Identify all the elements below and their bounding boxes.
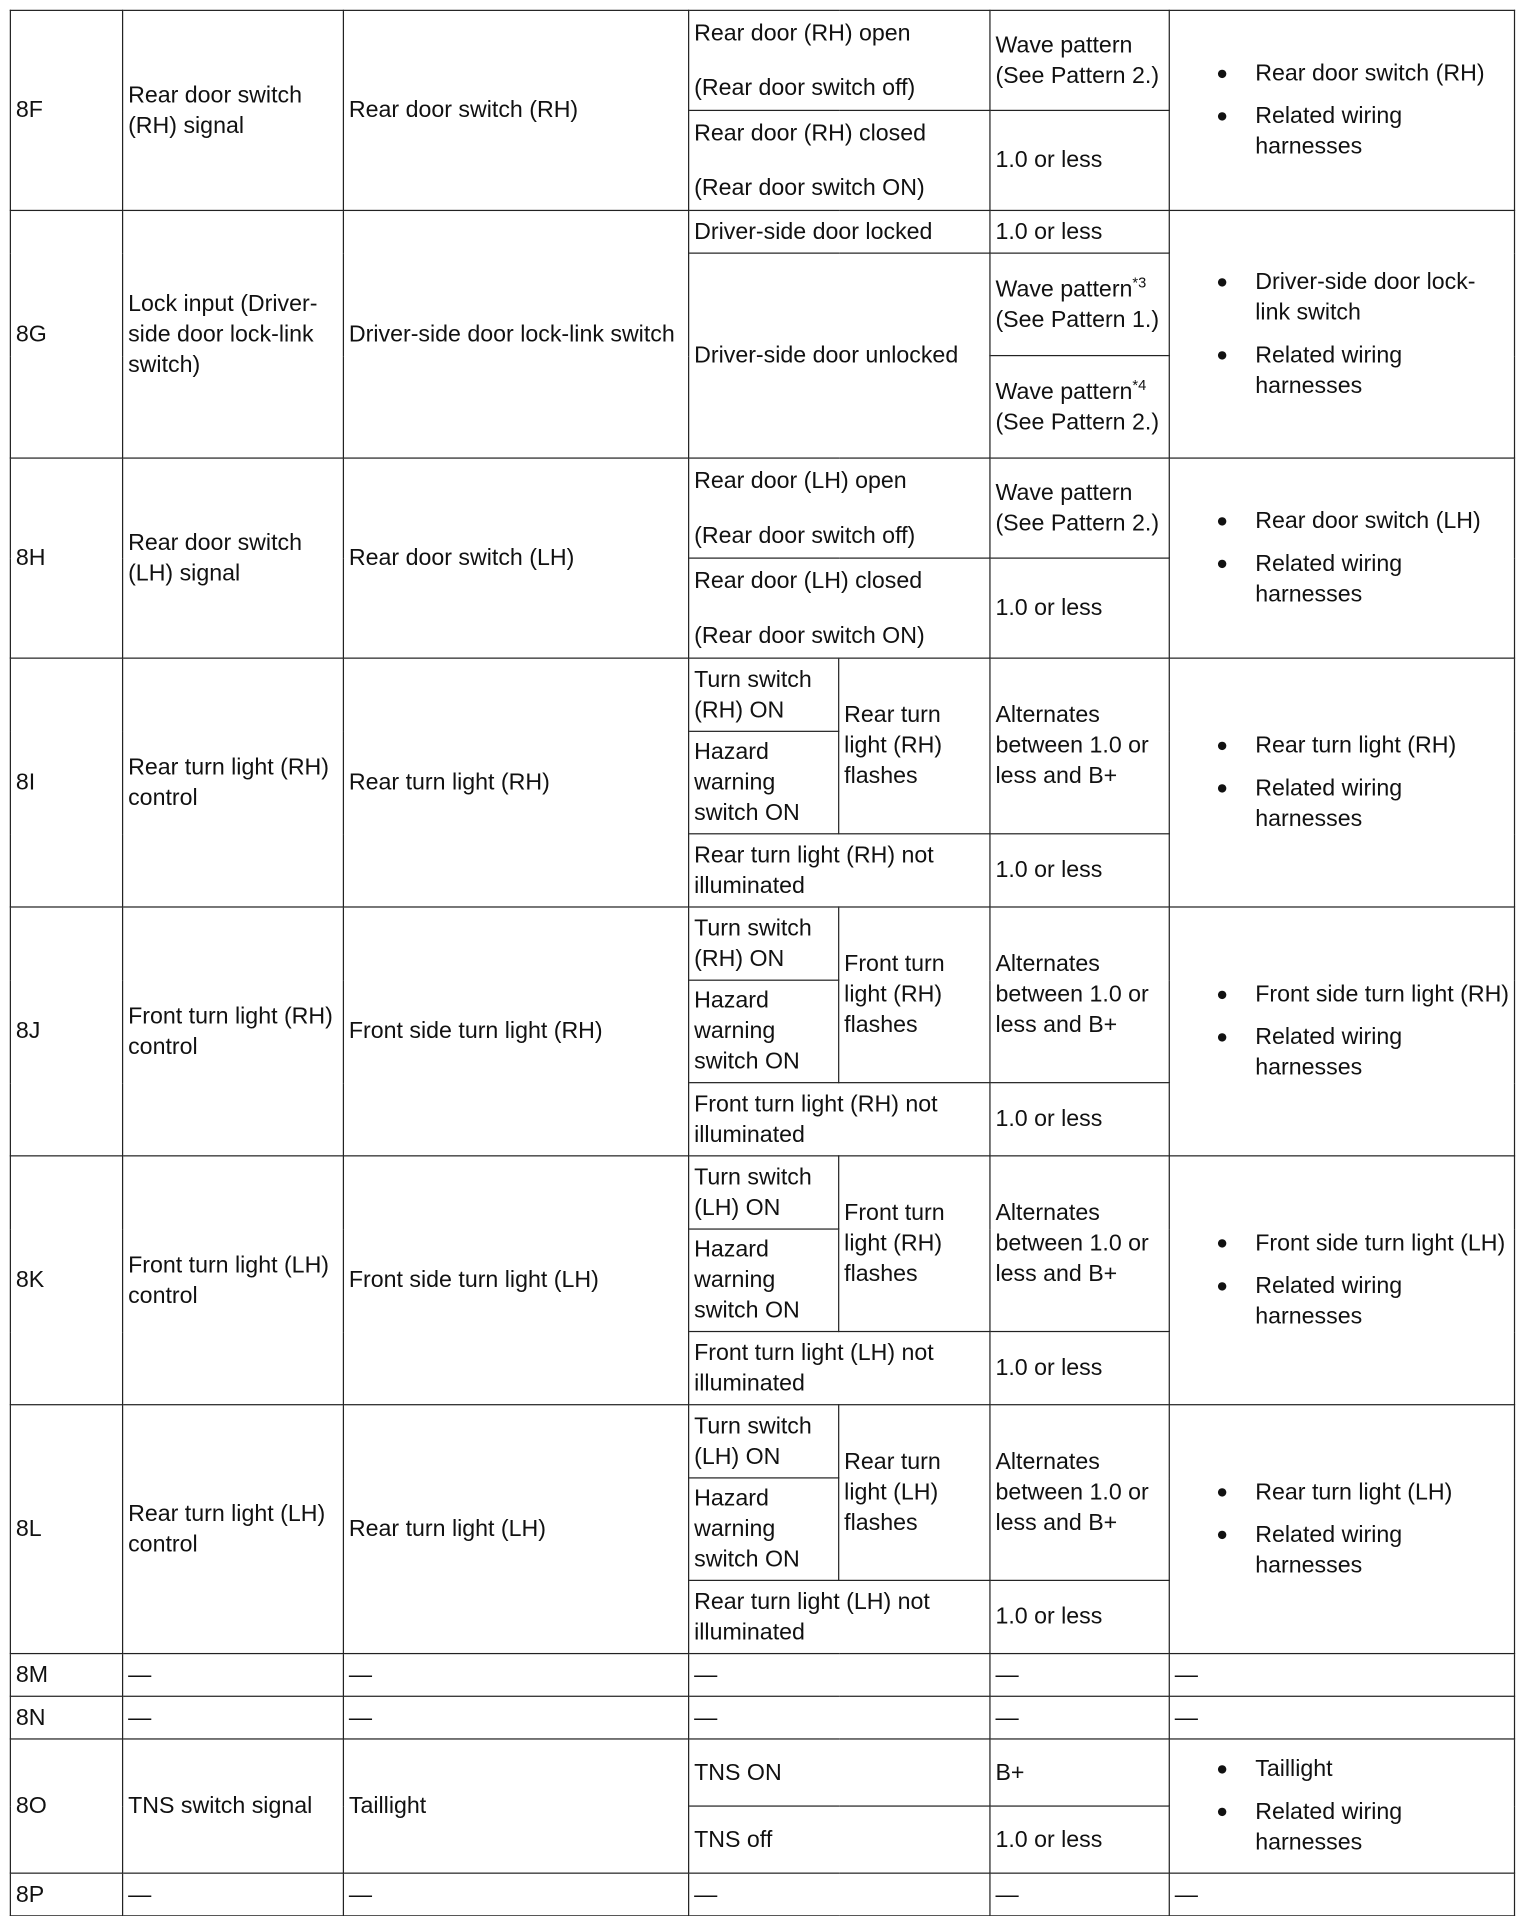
voltage-cell: 1.0 or less <box>990 1332 1169 1405</box>
table-row-8f <box>10 10 1514 110</box>
cause-cell <box>1169 10 1514 210</box>
voltage-cell <box>990 356 1169 458</box>
terminal-cell: 8P <box>10 1873 122 1916</box>
table-row-8o <box>10 1739 1514 1806</box>
condition-cell: — <box>689 1654 990 1697</box>
signal-cell: Front turn light (RH) control <box>123 907 344 1156</box>
condition-line: (Rear door switch ON) <box>694 622 925 649</box>
result-cell: Front turn light (RH) flashes <box>839 907 990 1083</box>
connected-cell: Front side turn light (RH) <box>343 907 688 1156</box>
cause-cell: — <box>1169 1873 1514 1916</box>
condition-cell: — <box>689 1696 990 1739</box>
voltage-cell: B+ <box>990 1739 1169 1806</box>
condition-cell: TNS off <box>689 1806 990 1873</box>
voltage-text: Wave pattern <box>995 276 1133 302</box>
table-row-8m <box>10 1654 1514 1697</box>
table-row-8k <box>10 1156 1514 1229</box>
terminal-cell: 8H <box>10 458 122 658</box>
voltage-cell: 1.0 or less <box>990 110 1169 210</box>
condition-cell: Driver-side door unlocked <box>689 253 990 458</box>
cause-item: ● Rear door switch (LH) <box>1175 506 1509 536</box>
condition-cell: — <box>689 1873 990 1916</box>
cause-cell: — <box>1169 1696 1514 1739</box>
connected-cell: — <box>343 1654 688 1697</box>
table-row-8j <box>10 907 1514 980</box>
terminal-cell: 8I <box>10 658 122 907</box>
cause-item: ● Related wiring harnesses <box>1175 1022 1509 1083</box>
terminal-cell: 8O <box>10 1739 122 1873</box>
cause-item: ● Related wiring harnesses <box>1175 1520 1509 1581</box>
signal-cell: — <box>123 1696 344 1739</box>
cause-cell <box>1169 210 1514 458</box>
connected-cell: Rear door switch (LH) <box>343 458 688 658</box>
condition-line: Rear door (LH) open <box>694 467 907 494</box>
voltage-text: (See Pattern 2.) <box>995 409 1160 435</box>
connected-cell: Front side turn light (LH) <box>343 1156 688 1405</box>
voltage-cell: Alternates between 1.0 or less and B+ <box>990 907 1169 1083</box>
condition-cell <box>689 110 990 210</box>
condition-cell: Rear turn light (LH) not illuminated <box>689 1580 990 1653</box>
switch-condition-cell: Hazard warning switch ON <box>689 1229 839 1331</box>
voltage-cell: 1.0 or less <box>990 1580 1169 1653</box>
cause-item: ● Driver-side door lock-link switch <box>1175 267 1509 328</box>
voltage-cell: Alternates between 1.0 or less and B+ <box>990 658 1169 834</box>
table-row-8g <box>10 210 1514 253</box>
connected-cell: — <box>343 1873 688 1916</box>
condition-cell: Front turn light (LH) not illuminated <box>689 1332 990 1405</box>
cause-item: ● Related wiring harnesses <box>1175 773 1509 834</box>
cause-item: ● Rear turn light (RH) <box>1175 731 1509 761</box>
table-row-8l <box>10 1405 1514 1478</box>
cause-item: ● Rear turn light (LH) <box>1175 1477 1509 1507</box>
condition-line: Rear door (RH) closed <box>694 120 926 146</box>
voltage-cell: 1.0 or less <box>990 1083 1169 1156</box>
cause-cell <box>1169 907 1514 1156</box>
connected-cell: Driver-side door lock-link switch <box>343 210 688 458</box>
condition-cell: TNS ON <box>689 1739 990 1806</box>
voltage-cell: — <box>990 1696 1169 1739</box>
voltage-cell: 1.0 or less <box>990 210 1169 253</box>
voltage-cell: 1.0 or less <box>990 558 1169 658</box>
voltage-text: Wave pattern <box>995 378 1133 405</box>
cause-item: ● Related wiring harnesses <box>1175 101 1509 162</box>
connected-cell: Rear turn light (RH) <box>343 658 688 907</box>
voltage-cell: Wave pattern (See Pattern 2.) <box>990 10 1169 110</box>
cause-cell <box>1169 1405 1514 1654</box>
terminal-cell: 8L <box>10 1405 122 1654</box>
cause-cell <box>1169 658 1514 907</box>
switch-condition-cell: Turn switch (LH) ON <box>689 1405 839 1478</box>
switch-condition-cell: Turn switch (LH) ON <box>689 1156 839 1229</box>
signal-cell: Front turn light (LH) control <box>123 1156 344 1405</box>
cause-item: ● Related wiring harnesses <box>1175 1797 1509 1858</box>
cause-cell <box>1169 458 1514 658</box>
voltage-cell <box>990 253 1169 355</box>
condition-cell: Rear turn light (RH) not illuminated <box>689 834 990 907</box>
cause-item: ● Front side turn light (LH) <box>1175 1228 1509 1258</box>
condition-line: Rear door (LH) closed <box>694 567 923 594</box>
result-cell: Rear turn light (LH) flashes <box>839 1405 990 1581</box>
cause-item: ● Rear door switch (RH) <box>1175 59 1509 89</box>
voltage-cell: 1.0 or less <box>990 1806 1169 1873</box>
terminal-cell: 8J <box>10 907 122 1156</box>
condition-cell: Front turn light (RH) not illuminated <box>689 1083 990 1156</box>
signal-cell: Rear door switch (RH) signal <box>123 10 344 210</box>
condition-line: (Rear door switch off) <box>694 75 916 101</box>
voltage-text: (See Pattern 1.) <box>995 306 1160 333</box>
table-row-8p <box>10 1873 1514 1916</box>
terminal-voltage-table <box>10 10 1515 1916</box>
condition-line: Rear door (RH) open <box>694 20 911 46</box>
cause-cell: — <box>1169 1654 1514 1697</box>
footnote-marker: *4 <box>1132 375 1147 394</box>
result-cell: Rear turn light (RH) flashes <box>839 658 990 834</box>
signal-cell: — <box>123 1873 344 1916</box>
condition-line: (Rear door switch ON) <box>694 175 925 201</box>
signal-cell: Rear turn light (LH) control <box>123 1405 344 1654</box>
switch-condition-cell: Hazard warning switch ON <box>689 731 839 833</box>
table-row-8n <box>10 1696 1514 1739</box>
cause-item: ● Front side turn light (RH) <box>1175 980 1509 1010</box>
voltage-cell: Wave pattern (See Pattern 2.) <box>990 458 1169 558</box>
table-row-8h <box>10 458 1514 558</box>
voltage-cell: Alternates between 1.0 or less and B+ <box>990 1156 1169 1332</box>
voltage-cell: — <box>990 1654 1169 1697</box>
switch-condition-cell: Turn switch (RH) ON <box>689 907 839 980</box>
switch-condition-cell: Turn switch (RH) ON <box>689 658 839 731</box>
condition-line: (Rear door switch off) <box>694 522 916 549</box>
cause-item: ● Taillight <box>1175 1754 1509 1784</box>
connected-cell: Taillight <box>343 1739 688 1873</box>
condition-cell <box>689 458 990 558</box>
signal-cell: — <box>123 1654 344 1697</box>
cause-cell <box>1169 1156 1514 1405</box>
voltage-cell: 1.0 or less <box>990 834 1169 907</box>
connected-cell: Rear door switch (RH) <box>343 10 688 210</box>
cause-item: ● Related wiring harnesses <box>1175 549 1509 610</box>
signal-cell: TNS switch signal <box>123 1739 344 1873</box>
condition-cell: Driver-side door locked <box>689 210 990 253</box>
terminal-cell: 8M <box>10 1654 122 1697</box>
table-row-8i <box>10 658 1514 731</box>
footnote-marker: *3 <box>1132 273 1147 291</box>
connected-cell: Rear turn light (LH) <box>343 1405 688 1654</box>
signal-cell: Lock input (Driver-side door lock-link switch) <box>123 210 344 458</box>
switch-condition-cell: Hazard warning switch ON <box>689 1478 839 1580</box>
terminal-cell: 8G <box>10 210 122 458</box>
signal-cell: Rear turn light (RH) control <box>123 658 344 907</box>
signal-cell: Rear door switch (LH) signal <box>123 458 344 658</box>
switch-condition-cell: Hazard warning switch ON <box>689 980 839 1082</box>
cause-item: ● Related wiring harnesses <box>1175 1271 1509 1332</box>
cause-cell <box>1169 1739 1514 1873</box>
cause-item: ● Related wiring harnesses <box>1175 340 1509 401</box>
condition-cell <box>689 10 990 110</box>
terminal-cell: 8K <box>10 1156 122 1405</box>
connected-cell: — <box>343 1696 688 1739</box>
result-cell: Front turn light (RH) flashes <box>839 1156 990 1332</box>
voltage-cell: Alternates between 1.0 or less and B+ <box>990 1405 1169 1581</box>
voltage-cell: — <box>990 1873 1169 1916</box>
condition-cell <box>689 558 990 658</box>
terminal-cell: 8F <box>10 10 122 210</box>
terminal-cell: 8N <box>10 1696 122 1739</box>
